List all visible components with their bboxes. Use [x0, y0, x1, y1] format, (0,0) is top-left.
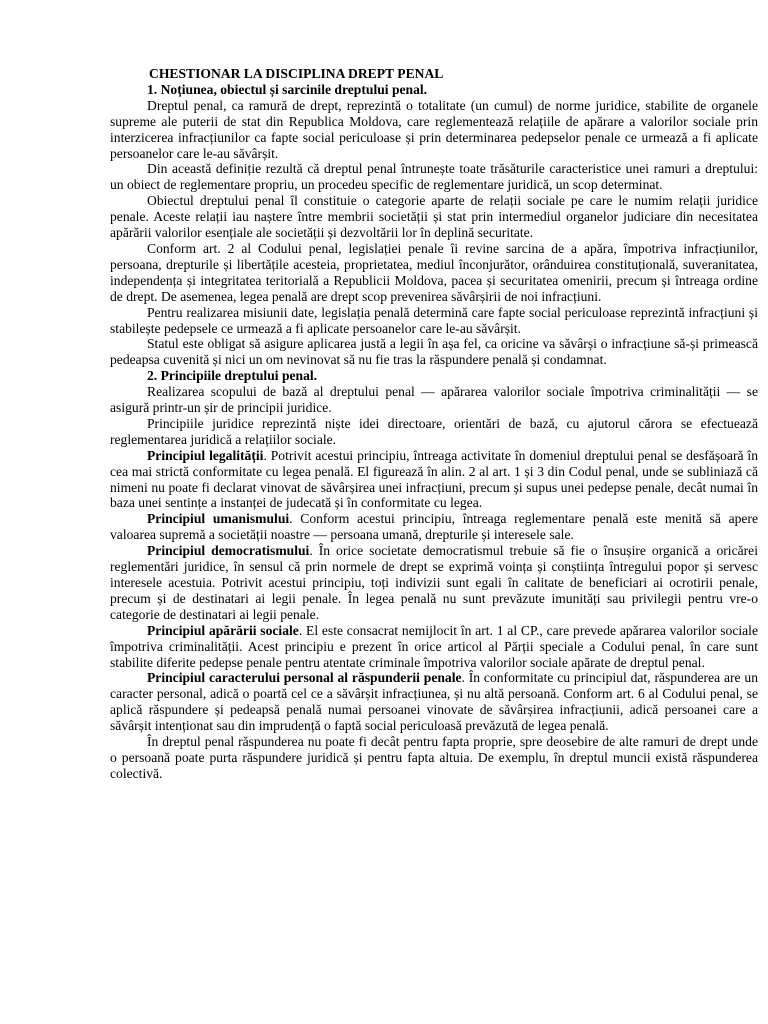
principle-name: Principiul apărării sociale [147, 622, 299, 638]
principle-democratism-paragraph: Principiul democratismului. În orice societate democratismul trebuie să fie o însușire organică a oricărei reglementări juridice, în sensul că prin normele de drept se exprimă voința și conștiința întregului popor și servesc interesele acestuia. Potrivit acestui principiu, toți indivizii sunt egali în calitate de beneficiari ai ocrotirii penale, precum și de destinatari ai legii penale. În legea penală nu sunt prevăzute imunități sau privilegii pentru vre-o categorie de destinatari ai legii penale. [110, 543, 758, 622]
paragraph: Statul este obligat să asigure aplicarea justă a legii în așa fel, ca oricine va săvârși o infracțiune să-și primească pedeapsa cuvenită și nici un om nevinovat să nu fie tras la răspundere penală și condamnat. [110, 336, 758, 368]
paragraph: Principiile juridice reprezintă niște idei directoare, orientări de bază, cu ajutorul cărora se efectuează reglementarea juridică a relațiilor sociale. [110, 415, 758, 447]
principle-name: Principiul democratismului [147, 543, 310, 559]
paragraph: Realizarea scopului de bază al dreptului penal — apărarea valorilor sociale împotriva criminalității — se asigură printr-un șir de principii juridice. [110, 384, 758, 416]
principle-social-defense-paragraph: Principiul apărării sociale. El este consacrat nemijlocit în art. 1 al CP., care prevede apărarea valorilor sociale împotriva criminalității. Acest principiu e prezent în orice articol al Părții speciale a Codului penal, în care sunt stabilite diferite pedepse penale pentru atentate criminale împotriva valorilor sociale apărate de dreptul penal. [110, 622, 758, 670]
principle-name: Principiul umanismului [147, 511, 290, 527]
paragraph: Dreptul penal, ca ramură de drept, reprezintă o totalitate (un cumul) de norme juridice, stabilite de organele supreme ale puterii de stat din Republica Moldova, care reglementează relațiile de apărare a valorilor sociale prin interzicerea infracțiunilor ca fapte social periculoase și prin determinarea pedepselor penale ce urmează a fi aplicate persoanelor care le-au săvârșit. [110, 97, 758, 161]
section-heading-2: 2. Principiile dreptului penal. [147, 368, 318, 384]
paragraph: În dreptul penal răspunderea nu poate fi decât pentru fapta proprie, spre deosebire de alte ramuri de drept unde o persoană poate purta răspundere juridică și pentru fapta altuia. De exemplu, în dreptul muncii există răspunderea colectivă. [110, 734, 758, 781]
paragraph: Conform art. 2 al Codului penal, legislației penale îi revine sarcina de a apăra, împotriva infracțiunilor, persoana, drepturile și libertățile acesteia, proprietatea, mediul înconjurător, orânduirea constituțională, suveranitatea, independența și integritatea teritorială a Republicii Moldova, pacea și securitatea omenirii, precum și întreaga ordine de drept. De asemenea, legea penală are drept scop prevenirea săvârșirii de noi infracțiuni. [110, 240, 758, 304]
section-heading-1: 1. Noțiunea, obiectul și sarcinile dreptului penal. [147, 81, 428, 97]
principle-name: Principiul caracterului personal al răspunderii penale [147, 670, 462, 686]
paragraph: Obiectul dreptului penal îl constituie o categorie aparte de relații sociale pe care le numim relații juridice penale. Aceste relații iau naștere între membrii societății și stat prin intermediul organelor judiciare din necesitatea apărării valorilor esențiale ale societății și dezvoltării lor în deplină securitate. [110, 193, 758, 241]
principle-personal-liability-paragraph: Principiul caracterului personal al răspunderii penale. În conformitate cu principiul dat, răspunderea are un caracter personal, adică o poartă cel ce a săvârșit infracțiunea, și nu altă persoană. Conform art. 6 al Codului penal, se aplică răspundere și pedeapsă penală numai persoanei vinovate de săvârșirea infracțiunii, adică persoanei care a săvârșit intenționat sau din imprudență o faptă social periculoasă prevăzută de legea penală. [110, 670, 758, 734]
document-page [110, 66, 758, 782]
principle-legality-paragraph: Principiul legalității. Potrivit acestui principiu, întreaga activitate în domeniul dreptului penal se desfășoară în cea mai strictă conformitate cu legea penală. El figurează în alin. 2 al art. 1 și 3 din Codul penal, unde se subliniază că nimeni nu poate fi declarat vinovat de săvârșirea unei infracțiuni, precum și supus unei pedepse penale, decât numai în baza unei sentințe a instanței de judecată și în conformitate cu legea. [110, 447, 758, 511]
document-title: CHESTIONAR LA DISCIPLINA DREPT PENAL [149, 66, 444, 81]
principle-humanism-paragraph: Principiul umanismului. Conform acestui principiu, întreaga reglementare penală este menită să apere valoarea supremă a societății noastre — persoana umană, drepturile și interesele sale. [110, 511, 758, 543]
principle-name: Principiul legalității [147, 447, 264, 463]
paragraph: Din această definiție rezultă că dreptul penal întrunește toate trăsăturile caracteristice unei ramuri a dreptului: un obiect de reglementare propriu, un procedeu specific de reglementare juridică, un scop determinat. [110, 161, 758, 193]
paragraph: Pentru realizarea misiunii date, legislația penală determină care fapte social periculoase reprezintă infracțiuni și stabilește pedepsele ce urmează a fi aplicate persoanelor care le-au săvârșit. [110, 304, 758, 336]
